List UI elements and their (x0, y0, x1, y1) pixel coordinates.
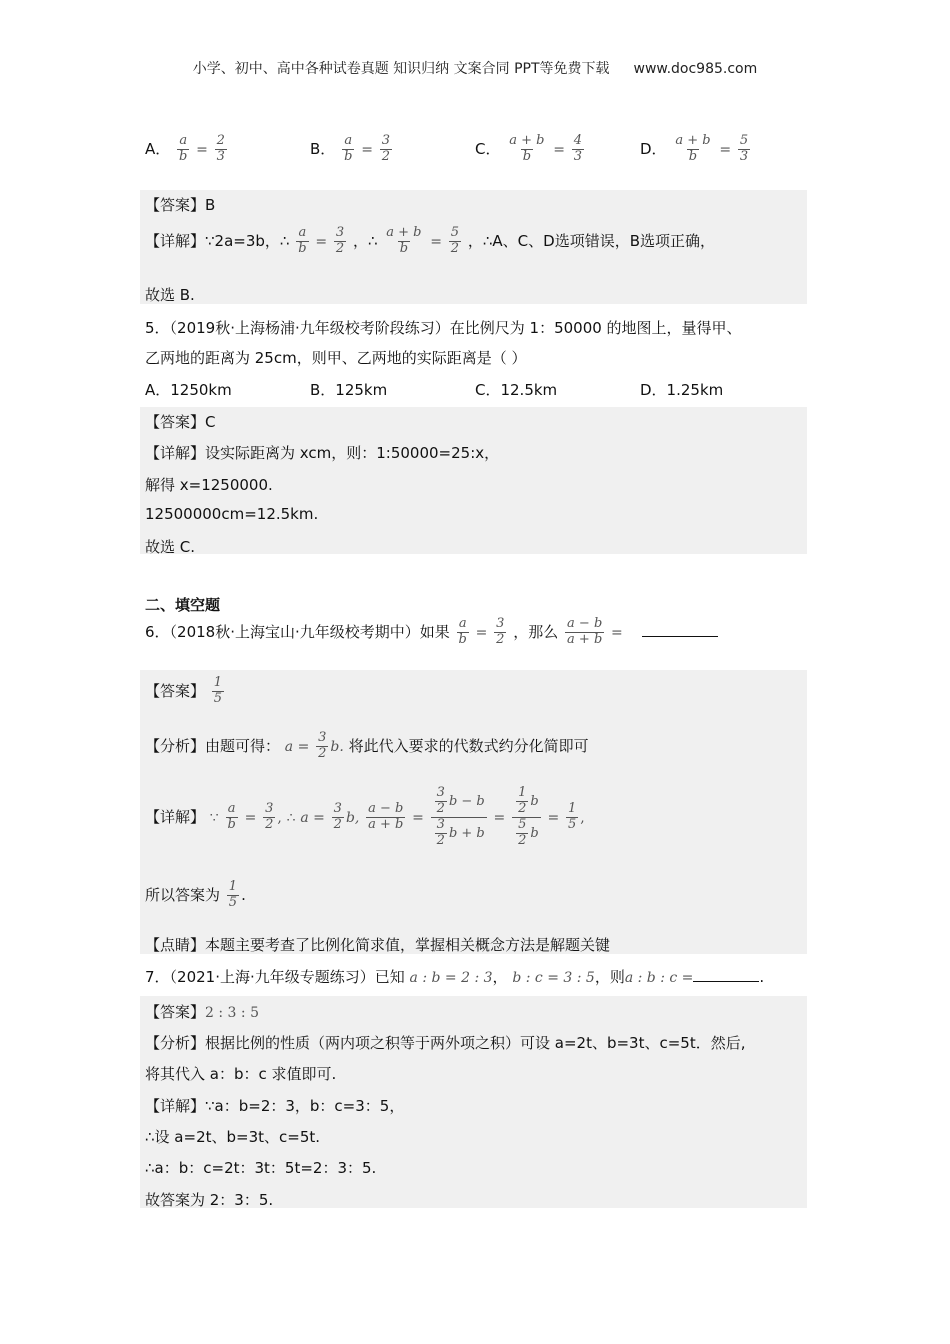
q7-conclusion: 故答案为 2：3：5. (145, 1191, 274, 1209)
numerator: 3 (436, 816, 445, 832)
header-text: 小学、初中、高中各种试卷真题 知识归纳 文案合同 PPT等免费下载 (192, 61, 610, 77)
equals: = (412, 809, 424, 826)
q7-detail-1: 【详解】∵a：b=2：3，b：c=3：5， (145, 1097, 405, 1115)
math-text: , (580, 809, 585, 826)
denominator: b (227, 816, 236, 832)
fraction (572, 134, 584, 165)
fraction (565, 617, 604, 648)
numerator: a − b (368, 800, 404, 816)
equals: = (361, 141, 373, 158)
numerator: 1 (567, 800, 577, 816)
answer-label: 【答案】 (145, 1003, 206, 1021)
denominator: b (344, 148, 353, 164)
denominator: 3 (216, 148, 225, 164)
q4-option-a (145, 134, 229, 165)
q6-question (145, 617, 718, 648)
option-label: C． (475, 139, 501, 158)
denominator: b (458, 631, 467, 647)
q6-comment: 【点睛】本题主要考查了比例化简求值，掌握相关概念方法是解题关键 (145, 936, 611, 954)
q5-detail-2: 解得 x=1250000. (145, 476, 273, 494)
q7-detail-2: ∴设 a=2t、b=3t、c=5t. (145, 1128, 321, 1146)
fraction (738, 134, 750, 165)
numerator: a (227, 800, 236, 816)
equals: = (493, 809, 506, 826)
q5-question-line1: 5．（2019秋·上海杨浦·九年级校考阶段练习）在比例尺为 1：50000 的地图上，量得甲、 (145, 319, 742, 337)
fraction (263, 802, 275, 833)
section-title: 二、填空题 (145, 596, 221, 614)
q7-detail-3: ∴a：b：c=2t：3t：5t=2：3：5. (145, 1159, 377, 1177)
numerator: 3 (318, 730, 327, 745)
numerator: a + b (675, 133, 711, 148)
detail-text: ，∴A、C、D选项错误，B选项正确， (467, 231, 715, 250)
detail-label: 【详解】 (145, 807, 206, 826)
fraction (316, 731, 328, 762)
numerator: a − b (567, 616, 603, 631)
denominator: 2 (333, 816, 342, 832)
math-text: ∵ (209, 809, 219, 826)
denominator: 2 (318, 745, 327, 761)
math-text: b − b (448, 793, 485, 809)
option-label: A． (145, 139, 171, 158)
equals: = (475, 624, 488, 641)
fraction (332, 802, 344, 833)
fraction (494, 617, 506, 648)
denominator: 3 (739, 148, 749, 164)
numerator: 3 (333, 800, 342, 816)
detail-text: ，∴ (352, 231, 378, 250)
q6-result (145, 880, 246, 911)
denominator: 5 (567, 816, 577, 832)
fraction (435, 786, 447, 817)
denominator: b (688, 148, 698, 164)
q5-detail-3: 12500000cm=12.5km. (145, 505, 319, 523)
fraction (516, 786, 528, 817)
answer-blank[interactable] (642, 622, 718, 637)
denominator: 3 (573, 148, 583, 164)
fraction (334, 226, 346, 257)
numerator: 5 (450, 225, 460, 240)
fraction (342, 134, 354, 165)
math-text: a : b = 2 : 3 (409, 970, 493, 986)
math-text: ∴ (286, 809, 296, 826)
numerator: a + b (386, 225, 422, 240)
denominator: 2 (450, 240, 460, 256)
numerator: 1 (228, 879, 238, 894)
answer-blank[interactable] (693, 967, 759, 982)
question-text: . (759, 968, 765, 986)
fraction (566, 802, 578, 833)
q5-conclusion: 故选 C. (145, 538, 196, 556)
numerator: 5 (518, 816, 527, 832)
complex-fraction (431, 786, 487, 849)
numerator: 3 (335, 225, 345, 240)
denominator: b (179, 148, 188, 164)
page-header (0, 58, 950, 78)
numerator: a + b (509, 133, 545, 148)
numerator: 3 (381, 133, 390, 148)
fraction (384, 226, 423, 257)
denominator: 5 (213, 690, 223, 706)
q4-conclusion: 故选 B. (145, 286, 195, 304)
result-text: 所以答案为 (145, 885, 221, 904)
math-text: b (530, 825, 539, 841)
q7-analysis-2: 将其代入 a：b：c 求值即可. (145, 1065, 337, 1083)
denominator (512, 817, 541, 849)
q4-option-d (640, 134, 752, 165)
result-text: . (241, 885, 246, 904)
q7-analysis-1: 【分析】根据比例的性质（两内项之积等于两外项之积）可设 a=2t、b=3t、c=5t．然后, (145, 1034, 746, 1052)
denominator: 2 (496, 631, 505, 647)
option-label: D． (640, 139, 667, 158)
q5-option-a: A．1250km (145, 381, 232, 399)
denominator: 2 (518, 800, 527, 816)
denominator: a + b (368, 816, 404, 832)
numerator: a (344, 133, 353, 148)
analysis-label: 【分析】由题可得： (145, 736, 281, 755)
math-text: b, (345, 809, 360, 826)
equals: = (553, 141, 566, 158)
fraction (366, 802, 405, 833)
q5-detail-1: 【详解】设实际距离为 xcm，则：1:50000=25:x， (145, 444, 500, 462)
math-text: b : c = 3 : 5 (512, 970, 595, 986)
fraction (507, 134, 546, 165)
fraction (380, 134, 392, 165)
q5-option-b: B．125km (310, 381, 388, 399)
numerator: 1 (518, 785, 527, 800)
complex-fraction (512, 786, 541, 849)
q4-option-c (475, 134, 586, 165)
fraction (516, 818, 528, 849)
q5-answer: 【答案】C (145, 413, 216, 431)
numerator (431, 786, 487, 817)
equals: = (244, 809, 257, 826)
math-text: b (530, 793, 539, 809)
math-text: 2 : 3 : 5 (205, 1005, 259, 1021)
denominator: b (298, 240, 307, 256)
numerator: 4 (573, 133, 583, 148)
q6-detail (145, 786, 585, 849)
denominator: 2 (381, 148, 390, 164)
fraction (296, 226, 308, 257)
fraction (215, 134, 227, 165)
fraction (435, 818, 447, 849)
q5-option-c: C．12.5km (475, 381, 558, 399)
numerator: 3 (436, 785, 445, 800)
numerator: 3 (265, 800, 274, 816)
fraction (226, 802, 238, 833)
equals: = (196, 141, 208, 158)
analysis-text: 将此代入要求的代数式约分化简即可 (348, 736, 589, 755)
header-site-link[interactable]: www.doc985.com (633, 61, 758, 77)
question-text: ，则 (594, 968, 625, 986)
denominator (431, 817, 487, 849)
denominator: 2 (335, 240, 345, 256)
equals: = (430, 233, 443, 250)
fraction (177, 134, 189, 165)
question-text: ，那么 (513, 622, 559, 641)
numerator: a (179, 133, 188, 148)
q4-detail (145, 226, 715, 257)
denominator: 2 (518, 832, 527, 848)
numerator (512, 786, 541, 817)
question-text: ， (492, 968, 508, 986)
q4-option-b (310, 134, 394, 165)
numerator: a (298, 225, 307, 240)
q7-question (145, 966, 764, 987)
option-label: B． (310, 139, 336, 158)
math-text: a = (300, 809, 325, 826)
math-text: a : b : c = (624, 970, 694, 986)
question-text: 7．（2021·上海·九年级专题练习）已知 (145, 968, 405, 986)
question-text: 6．（2018秋·上海宝山·九年级校考期中）如果 (145, 622, 450, 641)
q4-answer: 【答案】B (145, 196, 216, 214)
denominator: 5 (228, 894, 238, 910)
answer-label: 【答案】 (145, 681, 206, 700)
denominator: 2 (436, 832, 445, 848)
denominator: 2 (436, 800, 445, 816)
q5-option-d: D．1.25km (640, 381, 724, 399)
numerator: 5 (739, 133, 749, 148)
q7-answer (145, 1001, 259, 1022)
math-text: a = (284, 738, 310, 755)
math-text: b. (330, 738, 344, 755)
math-text: b + b (448, 825, 485, 841)
numerator: 2 (216, 133, 225, 148)
fraction (457, 617, 469, 648)
fraction (449, 226, 461, 257)
numerator: 1 (213, 675, 223, 690)
denominator: b (522, 148, 532, 164)
fraction (673, 134, 712, 165)
denominator: 2 (265, 816, 274, 832)
denominator: a + b (567, 631, 603, 647)
numerator: 3 (496, 616, 505, 631)
equals: = (547, 809, 560, 826)
detail-text: 【详解】∵2a=3b，∴ (145, 231, 290, 250)
fraction (212, 676, 224, 707)
q6-analysis (145, 731, 589, 762)
equals: = (611, 624, 623, 641)
fraction (227, 880, 239, 911)
equals: = (315, 233, 328, 250)
q5-question-line2: 乙两地的距离为 25cm，则甲、乙两地的实际距离是（ ） (145, 349, 527, 367)
equals: = (719, 141, 732, 158)
numerator: a (458, 616, 467, 631)
denominator: b (399, 240, 409, 256)
math-text: , (277, 809, 282, 826)
q6-answer (145, 676, 226, 707)
